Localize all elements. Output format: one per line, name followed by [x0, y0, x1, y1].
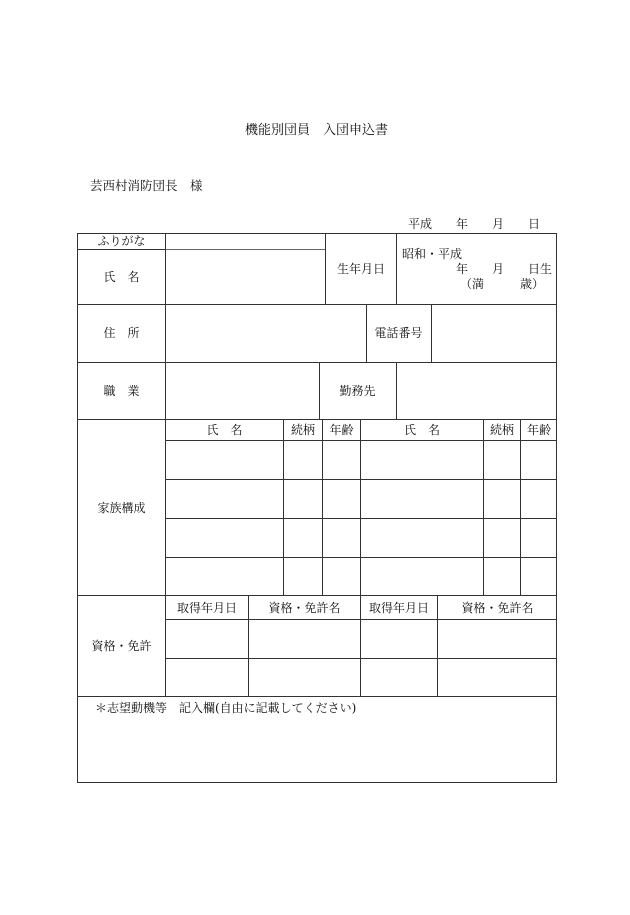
family-label: 家族構成: [97, 500, 146, 515]
family-cell-name[interactable]: [166, 441, 283, 479]
family-cell-age[interactable]: [521, 519, 557, 557]
phone-label: 電話番号: [374, 326, 423, 340]
family-header-age-2: 年齢: [526, 423, 551, 437]
family-cell-relation[interactable]: [484, 558, 520, 596]
family-cell-relation[interactable]: [284, 558, 322, 596]
family-cell-relation[interactable]: [484, 441, 520, 479]
birth-era: 昭和・平成: [402, 247, 463, 261]
qual-cell-name[interactable]: [438, 659, 557, 697]
family-cell-relation[interactable]: [284, 480, 322, 518]
age-field: （満 歳）: [460, 277, 545, 291]
family-cell-name[interactable]: [166, 519, 283, 557]
family-cell-age[interactable]: [323, 558, 360, 596]
family-cell-name[interactable]: [361, 441, 483, 479]
family-cell-name[interactable]: [166, 480, 283, 518]
qual-header-name-2: 資格・免許名: [461, 600, 534, 615]
qual-header-date: 取得年月日: [176, 600, 237, 615]
motivation-field[interactable]: [90, 722, 550, 778]
occupation-field[interactable]: [166, 363, 319, 420]
qual-cell-date[interactable]: [166, 659, 248, 697]
family-cell-relation[interactable]: [284, 519, 322, 557]
qual-cell-name[interactable]: [249, 620, 360, 658]
date-day: 日: [528, 217, 541, 231]
birth-day: 日生: [528, 262, 553, 276]
qual-header-date-2: 取得年月日: [368, 600, 429, 615]
family-header-name: 氏 名: [206, 423, 243, 437]
birth-year: 年: [456, 262, 469, 276]
family-cell-name[interactable]: [361, 558, 483, 596]
furigana-label: ふりがな: [97, 234, 146, 248]
family-cell-age[interactable]: [521, 480, 557, 518]
name-field[interactable]: [166, 250, 325, 304]
qual-cell-date[interactable]: [166, 620, 248, 658]
workplace-field[interactable]: [397, 363, 556, 420]
name-label: 氏 名: [103, 269, 140, 284]
qual-cell-name[interactable]: [249, 659, 360, 697]
qual-header-name: 資格・免許名: [268, 600, 341, 615]
family-cell-relation[interactable]: [284, 441, 322, 479]
form-title: 機能別団員 入団申込書: [245, 123, 389, 138]
furigana-field[interactable]: [166, 234, 325, 249]
birthdate-divider: [396, 233, 397, 304]
family-header-relation: 続柄: [290, 423, 315, 437]
occupation-label: 職 業: [103, 384, 140, 398]
date-era: 平成: [408, 217, 433, 231]
family-cell-age[interactable]: [521, 441, 557, 479]
family-cell-age[interactable]: [323, 441, 360, 479]
qualifications-label: 資格・免許: [91, 639, 152, 653]
family-cell-age[interactable]: [521, 558, 557, 596]
qual-cell-date[interactable]: [361, 620, 437, 658]
addressee: 芸西村消防団長 様: [90, 178, 203, 193]
family-cell-relation[interactable]: [484, 480, 520, 518]
address-field[interactable]: [166, 305, 366, 362]
qual-cell-date[interactable]: [361, 659, 437, 697]
birth-month: 月: [492, 262, 505, 276]
family-cell-name[interactable]: [361, 519, 483, 557]
motivation-label: ＊志望動機等 記入欄(自由に記載してください): [95, 701, 357, 715]
family-cell-age[interactable]: [323, 519, 360, 557]
qual-cell-name[interactable]: [438, 620, 557, 658]
family-header-name-2: 氏 名: [403, 423, 440, 437]
family-cell-name[interactable]: [166, 558, 283, 596]
family-cell-age[interactable]: [323, 480, 360, 518]
family-cell-relation[interactable]: [484, 519, 520, 557]
workplace-label: 勤務先: [339, 384, 376, 398]
date-year: 年: [456, 217, 469, 231]
family-cell-name[interactable]: [361, 480, 483, 518]
birthdate-label: 生年月日: [336, 261, 385, 276]
phone-field[interactable]: [432, 305, 556, 362]
family-header-age: 年齢: [329, 423, 354, 437]
address-label: 住 所: [103, 326, 140, 340]
date-month: 月: [492, 217, 505, 231]
family-header-relation-2: 続柄: [489, 423, 514, 437]
